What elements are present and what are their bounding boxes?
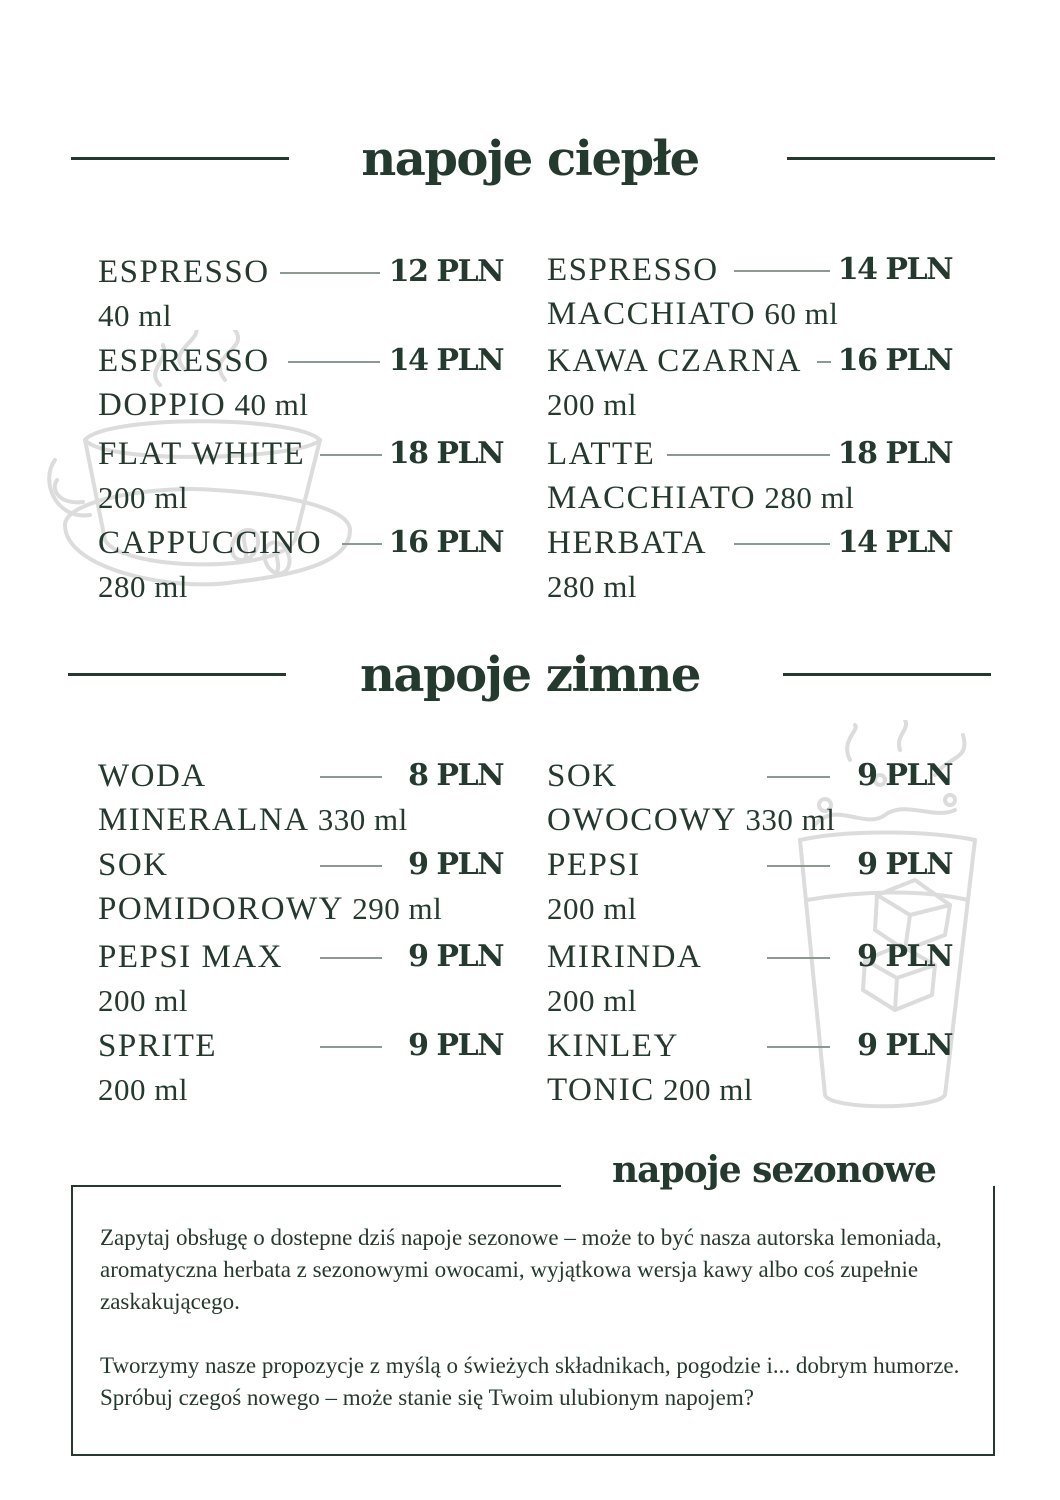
- item-price: 8 PLN: [408, 758, 503, 793]
- item-price: 9 PLN: [408, 939, 503, 974]
- item-volume: 280 ml: [547, 569, 637, 604]
- price-leader: [320, 454, 382, 456]
- menu-item: [547, 937, 952, 1021]
- menu-item: [98, 756, 503, 840]
- item-volume: 200 ml: [98, 480, 188, 515]
- item-name: CAPPUCCINO: [98, 525, 323, 561]
- item-volume: 290 ml: [352, 891, 443, 926]
- item-volume: 330 ml: [317, 802, 408, 837]
- item-name: ESPRESSO: [98, 343, 270, 379]
- menu-item: [98, 845, 503, 929]
- item-price: 9 PLN: [857, 758, 952, 793]
- item-name: SPRITE: [98, 1028, 218, 1064]
- item-name: ESPRESSO: [98, 254, 270, 290]
- item-price: 18 PLN: [837, 436, 952, 471]
- item-volume: 40 ml: [98, 298, 172, 333]
- menu-item: [98, 523, 503, 607]
- item-volume: 200 ml: [98, 1072, 188, 1107]
- item-price: 12 PLN: [388, 254, 503, 289]
- item-volume: 280 ml: [98, 569, 188, 604]
- item-price: 14 PLN: [388, 343, 503, 378]
- menu-item: [547, 341, 952, 425]
- item-volume: 40 ml: [234, 387, 309, 422]
- item-name: LATTE: [547, 436, 656, 472]
- item-name: KAWA CZARNA: [547, 343, 802, 379]
- price-leader: [767, 957, 830, 959]
- seasonal-paragraph-1: Zapytaj obsługę o dostepne dziś napoje sezonowe – może to być nasza autorska lemoniada, aromatyczna herbata z sezonowymi owocami, wyjątkowa wersja kawy albo coś zupełnie zaskakującego.: [100, 1225, 942, 1314]
- price-leader: [288, 361, 380, 363]
- menu-item: [98, 434, 503, 518]
- price-leader: [817, 361, 831, 363]
- menu-item: [98, 1026, 503, 1110]
- menu-item: [98, 252, 503, 336]
- menu-item: [547, 250, 952, 334]
- item-price: 16 PLN: [388, 525, 503, 560]
- price-leader: [280, 272, 380, 274]
- item-name-continued: POMIDOROWY: [98, 891, 344, 927]
- item-name: SOK: [547, 758, 618, 794]
- item-price: 9 PLN: [408, 1028, 503, 1063]
- item-name: HERBATA: [547, 525, 708, 561]
- item-volume: 200 ml: [547, 387, 637, 422]
- item-name-continued: DOPPIO: [98, 387, 227, 423]
- item-volume: 200 ml: [547, 891, 637, 926]
- item-name: FLAT WHITE: [98, 436, 306, 472]
- item-price: 14 PLN: [837, 252, 952, 287]
- menu-item: [547, 756, 952, 840]
- price-leader: [342, 543, 382, 545]
- item-volume: 200 ml: [662, 1072, 753, 1107]
- seasonal-box-top-rule: [71, 1185, 561, 1187]
- item-price: 9 PLN: [857, 847, 952, 882]
- price-leader: [667, 454, 830, 456]
- menu-item: [547, 434, 952, 518]
- item-name-continued: OWOCOWY: [547, 802, 738, 838]
- item-name-continued: MACCHIATO: [547, 296, 757, 332]
- section-title-cold: napoje zimne: [360, 647, 700, 703]
- price-leader: [767, 1046, 830, 1048]
- item-name: ESPRESSO: [547, 252, 719, 288]
- item-price: 9 PLN: [857, 1028, 952, 1063]
- item-price: 18 PLN: [388, 436, 503, 471]
- item-price: 9 PLN: [857, 939, 952, 974]
- item-name: SOK: [98, 847, 169, 883]
- price-leader: [767, 865, 830, 867]
- price-leader: [320, 776, 382, 778]
- price-leader: [734, 270, 830, 272]
- item-name-continued: MINERALNA: [98, 802, 310, 838]
- menu-item: [547, 1026, 952, 1110]
- item-volume: 200 ml: [98, 983, 188, 1018]
- item-price: 9 PLN: [408, 847, 503, 882]
- item-volume: 280 ml: [764, 480, 855, 515]
- item-name-continued: MACCHIATO: [547, 480, 757, 516]
- price-leader: [320, 1046, 382, 1048]
- item-volume: 330 ml: [745, 802, 836, 837]
- section-title-hot: napoje ciepłe: [361, 131, 699, 187]
- menu-item: [547, 845, 952, 929]
- item-name: PEPSI MAX: [98, 939, 283, 975]
- item-name: KINLEY: [547, 1028, 679, 1064]
- price-leader: [734, 543, 830, 545]
- item-name-continued: TONIC: [547, 1072, 655, 1108]
- menu-item: [98, 341, 503, 425]
- item-price: 14 PLN: [837, 525, 952, 560]
- item-volume: 60 ml: [764, 296, 839, 331]
- menu-item: [547, 523, 952, 607]
- section-title-seasonal: napoje sezonowe: [612, 1149, 936, 1191]
- seasonal-paragraph-2: Tworzymy nasze propozycje z myślą o świeżych składnikach, pogodzie i... dobrym humorze. Spróbuj czegoś nowego – może stanie się Twoim ulubionym napojem?: [100, 1353, 960, 1410]
- item-volume: 200 ml: [547, 983, 637, 1018]
- price-leader: [320, 865, 382, 867]
- item-price: 16 PLN: [837, 343, 952, 378]
- item-name: PEPSI: [547, 847, 641, 883]
- price-leader: [767, 776, 830, 778]
- price-leader: [320, 957, 382, 959]
- item-name: WODA: [98, 758, 207, 794]
- menu-item: [98, 937, 503, 1021]
- item-name: MIRINDA: [547, 939, 703, 975]
